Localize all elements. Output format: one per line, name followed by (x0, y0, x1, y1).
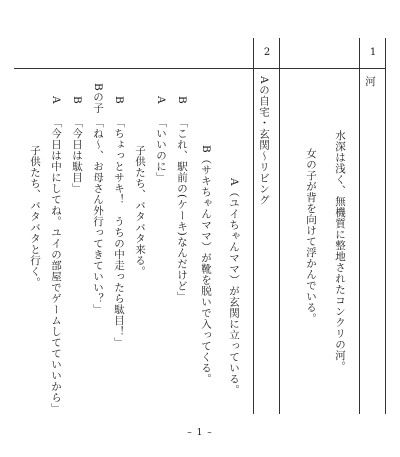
scene2-number: 2 (263, 47, 271, 58)
scene2-left-rule (253, 38, 254, 414)
speaker-label: A (50, 96, 62, 105)
dialogue-line: 「いいのに」 (155, 117, 167, 183)
scene2-right-rule (279, 38, 280, 414)
scene2-action-1: A（ユイちゃんママ）が玄関に立っている。 (228, 178, 240, 396)
speaker-label: B (71, 96, 83, 105)
scene2-heading: Aの自宅・玄関〜リビング (258, 76, 270, 206)
scene2-action-2: B（サキちゃんママ）が靴を脱いで入ってくる。 (200, 145, 212, 385)
scene1-heading: 河 (364, 76, 376, 87)
scene2-action-3: 子供たち、バタバタ来る。 (134, 145, 146, 277)
dialogue-line: 「今日は中にしてね。ユイの部屋でゲームしてていいから」 (50, 117, 62, 414)
scene1-number: 1 (369, 47, 377, 58)
speaker-label: B (113, 96, 125, 105)
speaker-label: Bの子 (92, 83, 104, 114)
header-rule (14, 68, 386, 69)
scene2-action-4: 子供たち、バタバタと行く。 (29, 145, 41, 288)
dialogue-line: 「今日は駄目」 (71, 117, 83, 194)
dialogue-line: 「ね〜、お母さん外行ってきていい？」 (92, 117, 104, 315)
speaker-label: A (155, 96, 167, 105)
scene1-left-rule (359, 38, 360, 414)
dialogue-line: 「ちょっとサキ！ うちの中走ったら駄目！」 (113, 117, 125, 348)
scene1-line-1: 水深は浅く、無機質に整地されたコンクリの河。 (334, 130, 346, 372)
page-number: – 1 – (187, 428, 213, 438)
speaker-label: B (176, 96, 188, 105)
scene1-line-2: 女の子が背を向けて浮かんでいる。 (305, 148, 317, 324)
dialogue-line: 「これ、駅前の(ケーキ)なんだけど」 (176, 117, 188, 303)
scene1-right-rule (385, 38, 386, 414)
